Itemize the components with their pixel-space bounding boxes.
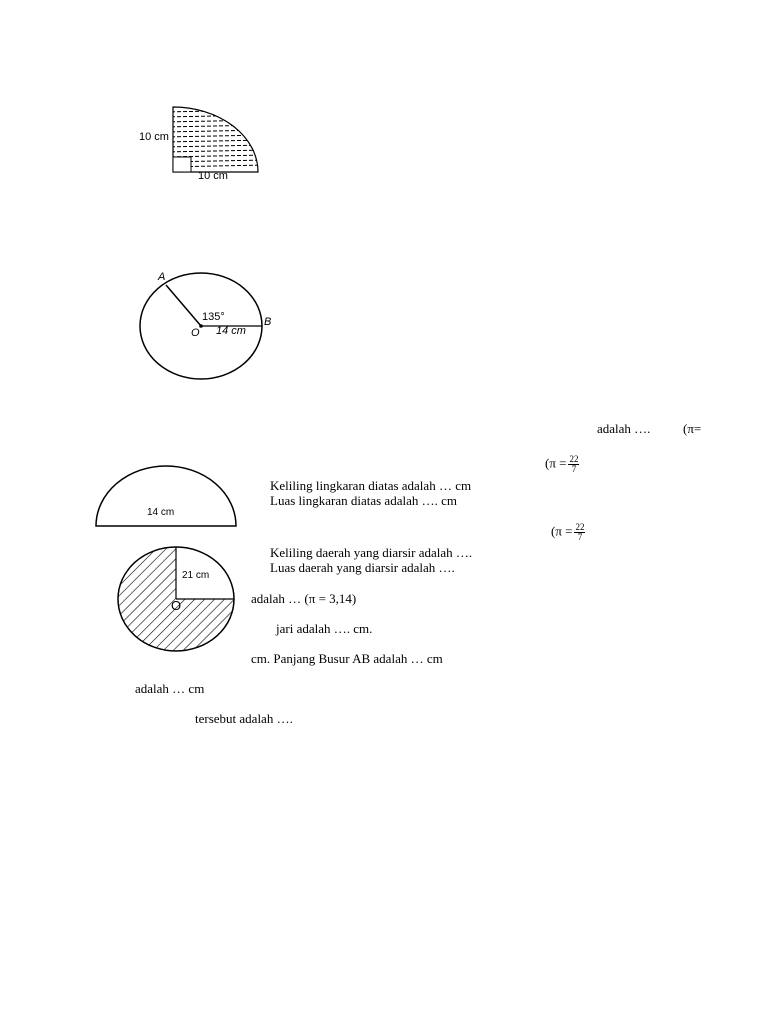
radius-label: 14 cm bbox=[216, 325, 246, 337]
q10-text: tersebut adalah …. bbox=[195, 711, 293, 726]
circle-angle-diagram bbox=[135, 270, 280, 385]
q3-tail-text: adalah …. bbox=[597, 421, 651, 436]
q5-line-2: Luas daerah yang diarsir adalah …. bbox=[270, 560, 455, 575]
q4-pi-numerator: 22 bbox=[569, 454, 579, 464]
quarter-circle-figure bbox=[135, 100, 270, 190]
q5-pi-prefix: (π = bbox=[551, 523, 573, 539]
quarter-height-label: 10 cm bbox=[139, 131, 169, 143]
q4-line-2: Luas lingkaran diatas adalah …. cm bbox=[270, 493, 457, 508]
q5-pi-numerator: 22 bbox=[575, 522, 585, 532]
shaded-circle-figure bbox=[112, 543, 240, 655]
shaded-radius-label: 21 cm bbox=[182, 570, 210, 581]
q3-pi-text: (π= bbox=[683, 421, 702, 436]
circle-angle-figure bbox=[135, 270, 280, 385]
right-angle-marker bbox=[173, 157, 191, 172]
q4-pi-denominator: 7 bbox=[571, 464, 577, 474]
shaded-center-label: O bbox=[171, 598, 182, 613]
radius-oa bbox=[166, 285, 201, 326]
q4-line-1: Keliling lingkaran diatas adalah … cm bbox=[270, 478, 472, 493]
point-a-label: A bbox=[158, 271, 166, 283]
q5-pi bbox=[551, 523, 585, 542]
q5-pi-denominator: 7 bbox=[577, 532, 583, 542]
point-o-label: O bbox=[191, 327, 200, 339]
q8-text: cm. Panjang Busur AB adalah … cm bbox=[251, 651, 443, 666]
point-b-label: B bbox=[264, 316, 272, 328]
q6-text: adalah … (π = 3,14) bbox=[251, 591, 357, 606]
semicircle-diameter-label: 14 cm bbox=[147, 507, 175, 518]
q4-pi-fraction bbox=[568, 455, 579, 474]
angle-label: 135° bbox=[202, 311, 225, 323]
semicircle-figure bbox=[92, 460, 242, 530]
semicircle-diagram bbox=[92, 460, 242, 530]
q9-text: adalah … cm bbox=[135, 681, 205, 696]
q7-text: jari adalah …. cm. bbox=[276, 621, 373, 636]
q5-line-1: Keliling daerah yang diarsir adalah …. bbox=[270, 545, 473, 560]
q5-pi-fraction bbox=[574, 523, 585, 542]
quarter-width-label: 10 cm bbox=[198, 170, 228, 182]
q4-pi-prefix: (π = bbox=[545, 455, 567, 471]
q4-pi bbox=[545, 455, 579, 474]
